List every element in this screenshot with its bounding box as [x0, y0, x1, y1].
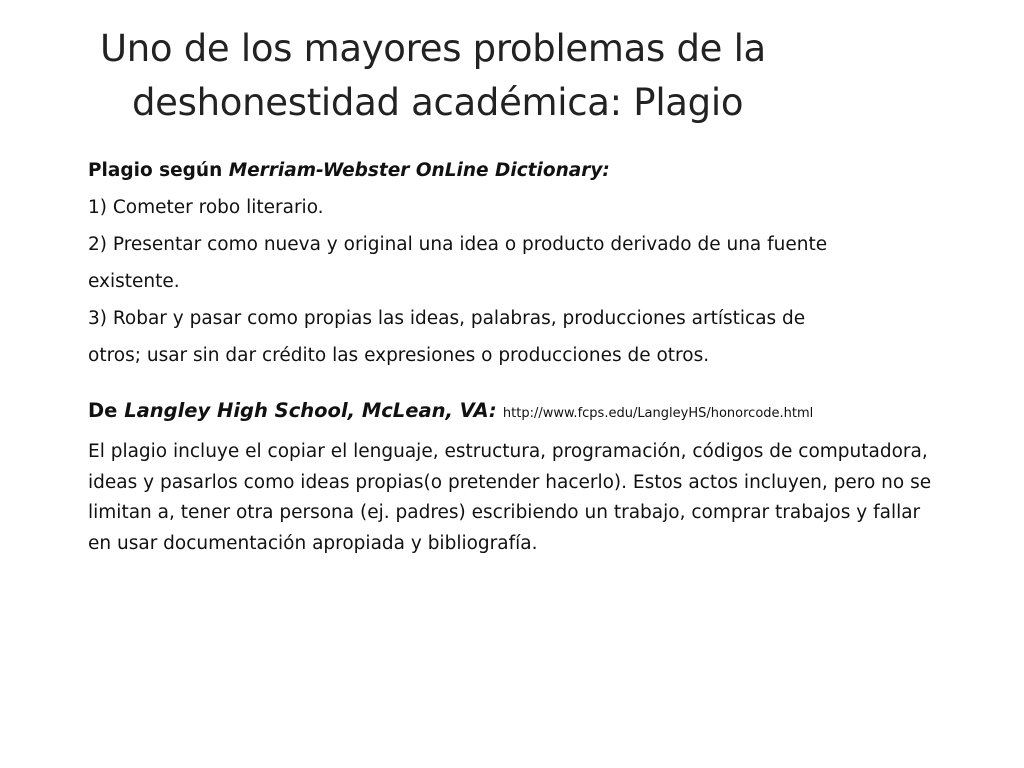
slide-title-line-1: Uno de los mayores problemas de la: [100, 27, 766, 70]
quote-heading: [88, 394, 968, 431]
definition-item-3-line-2: otros; usar sin dar crédito las expresiones o producciones de otros.: [88, 345, 710, 366]
slide-title: [100, 22, 960, 130]
definition-heading-prefix: Plagio según: [88, 160, 229, 181]
definition-heading: [88, 152, 968, 189]
slide-body: [88, 152, 968, 559]
quote-school-name: Langley High School, McLean, VA:: [124, 399, 497, 422]
definition-item-3-line-1: 3) Robar y pasar como propias las ideas, palabras, producciones artísticas de: [88, 308, 806, 329]
definition-section: [88, 152, 968, 374]
definition-source: Merriam-Webster OnLine Dictionary:: [228, 160, 610, 181]
slide-title-line-2: deshonestidad académica: Plagio: [132, 81, 744, 124]
quote-section: [88, 394, 968, 559]
quote-source-url: http://www.fcps.edu/LangleyHS/honorcode.html: [502, 406, 814, 421]
definition-item-2-line-2: existente.: [88, 271, 180, 292]
definition-item-1: 1) Cometer robo literario.: [88, 197, 324, 218]
quote-heading-prefix: De: [88, 399, 125, 422]
definition-item-2-line-1: 2) Presentar como nueva y original una idea o producto derivado de una fuente: [88, 234, 828, 255]
quote-body: El plagio incluye el copiar el lenguaje, estructura, programación, códigos de computadora, ideas y pasarlos como ideas propias(o pretender hacerlo). Estos actos incluyen, pero no se limitan a, tener otra persona (ej. padres) escribiendo un trabajo, comprar trabajos y fallar en usar documentación apropiada y bibliografía.: [88, 441, 932, 554]
